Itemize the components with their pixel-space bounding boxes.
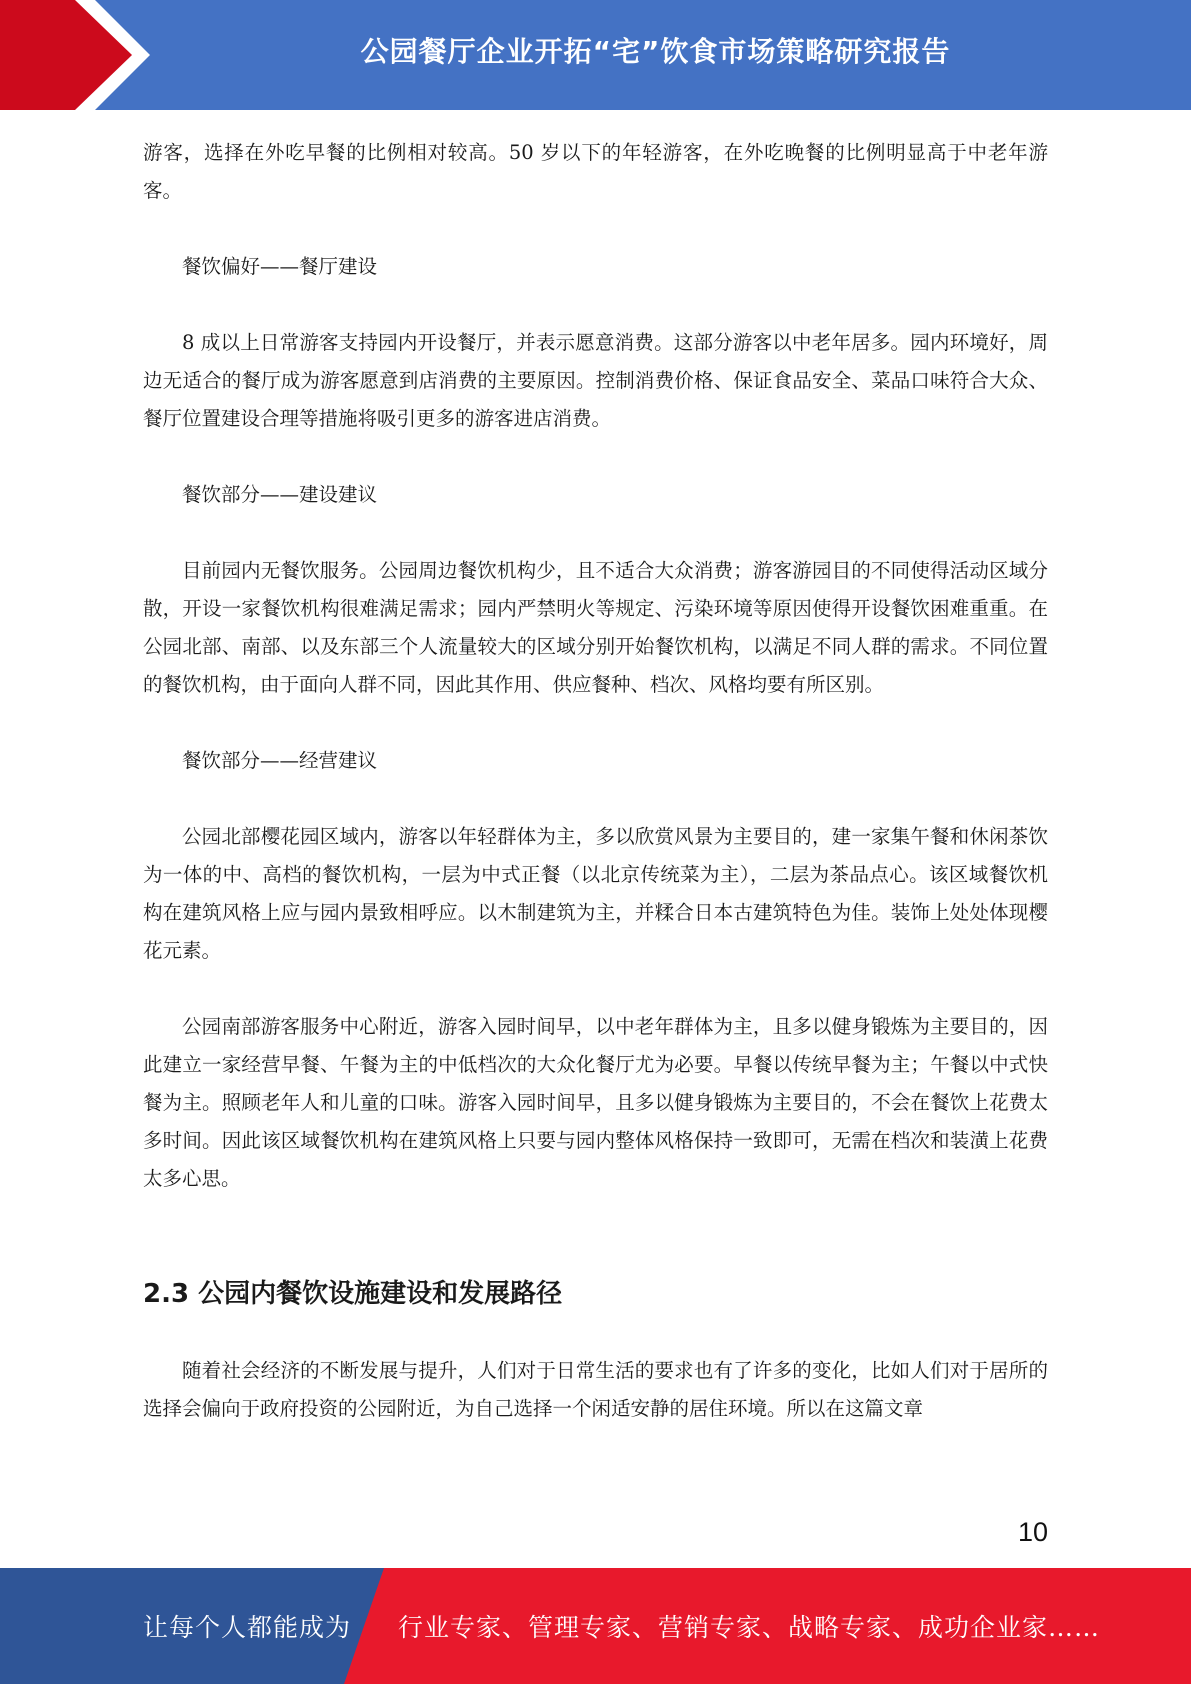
header-title: 公园餐厅企业开拓“宅”饮食市场策略研究报告 <box>360 35 951 68</box>
subheading: 餐饮部分——建设建议 <box>182 483 378 506</box>
paragraph: 游客，选择在外吃早餐的比例相对较高。50 岁以下的年轻游客，在外吃晚餐的比例明显高于中老年游客。 <box>143 141 1048 202</box>
paragraph: 随着社会经济的不断发展与提升，人们对于日常生活的要求也有了许多的变化，比如人们对于居所的选择会偏向于政府投资的公园附近，为自己选择一个闲适安静的居住环境。所以在这篇文章 <box>143 1359 1048 1420</box>
footer-slogan-left: 让每个人都能成为 <box>143 1613 352 1642</box>
page-header <box>0 0 1191 110</box>
section-heading: 2.3 公园内餐饮设施建设和发展路径 <box>143 1279 563 1309</box>
subheading: 餐饮部分——经营建议 <box>182 749 378 772</box>
paragraph: 目前园内无餐饮服务。公园周边餐饮机构少，且不适合大众消费；游客游园目的不同使得活动区域分散，开设一家餐饮机构很难满足需求；园内严禁明火等规定、污染环境等原因使得开设餐饮困难重重。在公园北部、南部、以及东部三个人流量较大的区域分别开始餐饮机构，以满足不同人群的需求。不同位置的餐饮机构，由于面向人群不同，因此其作用、供应餐种、档次、风格均要有所区别。 <box>143 559 1048 696</box>
document-body <box>143 134 1048 1428</box>
paragraph: 公园北部樱花园区域内，游客以年轻群体为主，多以欣赏风景为主要目的，建一家集午餐和休闲茶饮为一体的中、高档的餐饮机构，一层为中式正餐（以北京传统菜为主），二层为茶品点心。该区域餐饮机构在建筑风格上应与园内景致相呼应。以木制建筑为主，并糅合日本古建筑特色为佳。装饰上处处体现樱花元素。 <box>143 825 1048 962</box>
paragraph: 公园南部游客服务中心附近，游客入园时间早，以中老年群体为主，且多以健身锻炼为主要目的，因此建立一家经营早餐、午餐为主的中低档次的大众化餐厅尤为必要。早餐以传统早餐为主；午餐以中式快餐为主。照顾老年人和儿童的口味。游客入园时间早，且多以健身锻炼为主要目的，不会在餐饮上花费太多时间。因此该区域餐饮机构在建筑风格上只要与园内整体风格保持一致即可，无需在档次和装潢上花费太多心思。 <box>143 1015 1048 1190</box>
page-number: 10 <box>1017 1517 1048 1547</box>
page-footer <box>0 1568 1191 1684</box>
footer-slogan-right: 行业专家、管理专家、营销专家、战略专家、成功企业家…… <box>398 1613 1101 1642</box>
subheading: 餐饮偏好——餐厅建设 <box>182 255 378 278</box>
paragraph: 8 成以上日常游客支持园内开设餐厅，并表示愿意消费。这部分游客以中老年居多。园内环境好，周边无适合的餐厅成为游客愿意到店消费的主要原因。控制消费价格、保证食品安全、菜品口味符合大众、餐厅位置建设合理等措施将吸引更多的游客进店消费。 <box>143 331 1048 430</box>
